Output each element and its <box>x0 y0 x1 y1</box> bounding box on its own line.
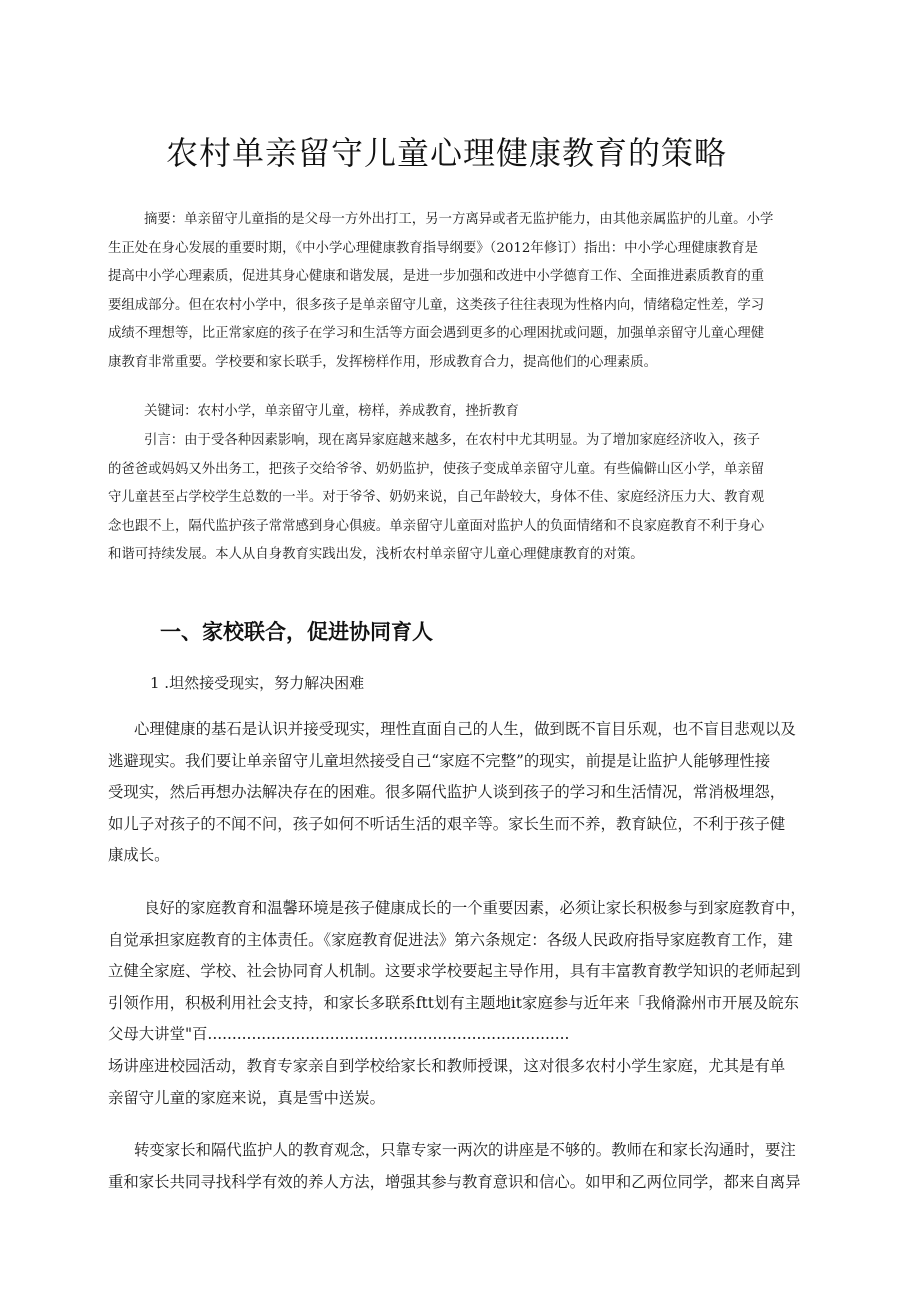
keywords <box>108 398 880 427</box>
body-line: 场讲座进校园活动，教育专家亲自到学校给家长和教师授课，这对很多农村小学生家庭，尤其是有单 <box>108 1056 786 1075</box>
abstract-paragraph <box>108 206 880 378</box>
section-heading: 一、家校联合，促进协同育人 <box>160 620 433 644</box>
subsection-heading: 1 .坦然接受现实，努力解决困难 <box>150 674 365 692</box>
abstract-line: 要组成部分。但在农村小学中，很多孩子是单亲留守儿童，这类孩子往往表现为性格内向，情绪稳定性差，学习 <box>108 297 765 313</box>
body-line: 康成长。 <box>108 846 170 865</box>
body-line: 逃避现实。我们要让单亲留守儿童坦然接受自己“家庭不完整”的现实，前提是让监护人能够理性接 <box>108 751 771 770</box>
body-line: 父母大讲堂"百.......................................................................... <box>108 1025 570 1044</box>
intro-line: 引言：由于受各种因素影响，现在离异家庭越来越多，在农村中尤其明显。为了增加家庭经济收入，孩子 <box>144 433 760 448</box>
abstract-line: 摘要：单亲留守儿童指的是父母一方外出打工，另一方离异或者无监护能力，由其他亲属监护的儿童。小学 <box>144 212 774 227</box>
body-line: 亲留守儿童的家庭来说，真是雪中送炭。 <box>108 1088 386 1107</box>
body-line: 自觉承担家庭教育的主体责任。《家庭教育促进法》第六条规定：各级人民政府指导家庭教育工作，建 <box>108 930 793 949</box>
keywords-line: 关键词：农村小学，单亲留守儿童，榜样，养成教育，挫折教育 <box>144 404 519 419</box>
abstract-line: 成绩不理想等，比正常家庭的孩子在学习和生活等方面会遇到更多的心理困扰或问题，加强单亲留守儿童心理健 <box>108 326 765 342</box>
body-line: 如儿子对孩子的不闻不问，孩子如何不听话生活的艰辛等。家长生而不养，教育缺位，不利于孩子健 <box>108 814 786 833</box>
abstract-line: 康教育非常重要。学校要和家长联手，发挥榜样作用，形成教育合力，提高他们的心理素质。 <box>108 354 658 370</box>
intro-line: 念也跟不上，隔代监护孩子常常感到身心俱疲。单亲留守儿童面对监护人的负面情绪和不良家庭教育不利于身心 <box>108 518 765 534</box>
body-line: 心理健康的基石是认识并接受现实，理性直面自己的人生，做到既不盲目乐观，也不盲目悲观以及 <box>134 720 796 738</box>
intro-paragraph <box>108 427 880 570</box>
body-paragraph-1 <box>108 714 880 872</box>
page-title: 农村单亲留守儿童心理健康教育的策略 <box>166 134 728 172</box>
body-line: 立健全家庭、学校、社会协同育人机制。这要求学校要起主导作用，具有丰富教育教学知识的老师起到 <box>108 962 801 981</box>
body-paragraph-3 <box>108 1135 880 1198</box>
abstract-line: 提高中小学心理素质，促进其身心健康和谐发展，是进一步加强和改进中小学德育工作、全面推进素质教育的重 <box>108 269 765 285</box>
intro-line: 和谐可持续发展。本人从自身教育实践出发，浅析农村单亲留守儿童心理健康教育的对策。 <box>108 547 644 563</box>
body-line: 转变家长和隔代监护人的教育观念，只靠专家一两次的讲座是不够的。教师在和家长沟通时，要注 <box>134 1141 796 1159</box>
body-line: 良好的家庭教育和温馨环境是孩子健康成长的一个重要因素，必须让家长积极参与到家庭教育中， <box>144 899 806 917</box>
abstract-line: 生正处在身心发展的重要时期，《中小学心理健康教育指导纲要》（2012年修订）指出：中小学心理健康教育是 <box>108 240 759 256</box>
intro-line: 守儿童甚至占学校学生总数的一半。对于爷爷、奶奶来说，自己年龄较大，身体不佳、家庭经济压力大、教育观 <box>108 490 765 506</box>
body-line: 重和家长共同寻找科学有效的养人方法，增强其参与教育意识和信心。如甲和乙两位同学，都来自离异 <box>108 1172 801 1191</box>
body-line: 引领作用，积极利用社会支持，和家长多联系ftt划有主题地it家庭参与近年来「我脩滁州市开展及皖东 <box>108 993 799 1012</box>
body-line: 受现实，然后再想办法解决存在的困难。很多隔代监护人谈到孩子的学习和生活情况，常消极埋怨， <box>108 783 786 802</box>
intro-line: 的爸爸或妈妈又外出务工，把孩子交给爷爷、奶奶监护，使孩子变成单亲留守儿童。有些偏僻山区小学，单亲留 <box>108 461 765 477</box>
body-paragraph-2 <box>108 893 880 1114</box>
